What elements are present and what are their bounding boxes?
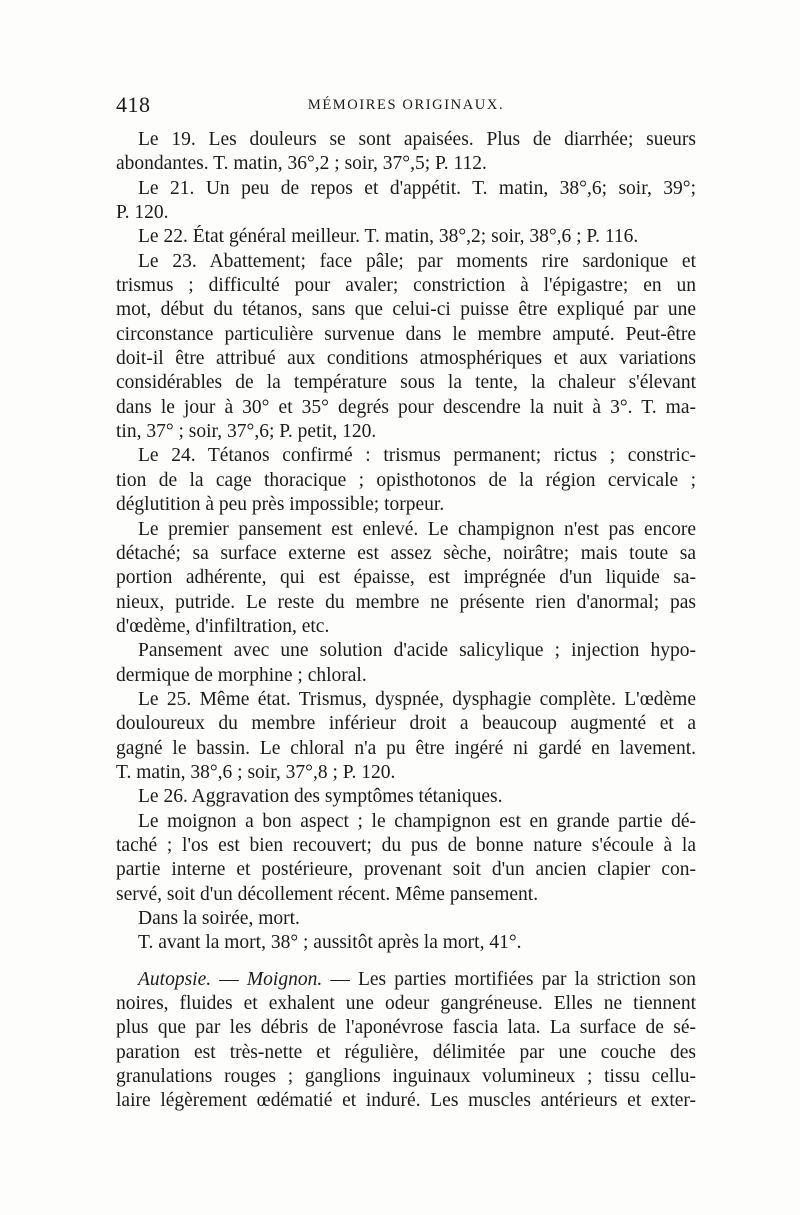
dash: — [330, 968, 350, 990]
dash: — [219, 968, 239, 990]
text-line: tion de la cage thoracique ; opisthotonos de la région cervicale ; [116, 469, 696, 491]
page-number: 418 [116, 92, 151, 117]
stump-label: Moignon. [246, 968, 323, 990]
text-line: mot, début du tétanos, sans que celui-ci puisse être expliqué par une [116, 299, 696, 321]
text-line: Le 19. Les douleurs se sont apaisées. Plus de diarrhée; sueurs [138, 129, 696, 150]
text-line: laire légèrement œdématié et induré. Les muscles antérieurs et exter- [116, 1090, 696, 1112]
text-line: Le 23. Abattement; face pâle; par moments rire sardonique et [138, 250, 696, 272]
text-line: considérables de la température sous la tente, la chaleur s'élevant [116, 372, 696, 394]
text-line: dermique de morphine ; chloral. [116, 664, 367, 686]
autopsy-first-line [116, 968, 696, 992]
text-line: Le 26. Aggravation des symptômes tétaniques. [138, 786, 503, 808]
text-line: nieux, putride. Le reste du membre ne présente rien d'anormal; pas [116, 591, 696, 613]
text-line: Le 25. Même état. Trismus, dyspnée, dysphagie complète. L'œdème [138, 688, 696, 710]
text-line: T. matin, 38°,6 ; soir, 37°,8 ; P. 120. [116, 761, 396, 783]
text-line: granulations rouges ; ganglions inguinaux volumineux ; tissu cellu- [116, 1066, 696, 1088]
running-title: MÉMOIRES ORIGINAUX. [307, 97, 505, 113]
text-line: servé, soit d'un décollement récent. Même pansement. [116, 883, 539, 905]
text-line: T. avant la mort, 38° ; aussitôt après la mort, 41°. [138, 932, 522, 954]
text-line: Le 24. Tétanos confirmé : trismus permanent; rictus ; constric- [138, 445, 696, 467]
text-line: dans le jour à 30° et 35° degrés pour descendre la nuit à 3°. T. ma- [116, 396, 696, 418]
text-line: paration est très-nette et régulière, délimitée par une couche des [116, 1041, 696, 1063]
text-line: Pansement avec une solution d'acide salicylique ; injection hypo- [138, 640, 696, 662]
text-line: plus que par les débris de l'aponévrose fascia lata. La surface de sé- [116, 1017, 696, 1039]
text-line: noires, fluides et exhalent une odeur gangréneuse. Elles ne tiennent [116, 993, 696, 1015]
page-header [116, 92, 696, 126]
text-line: doit-il être attribué aux conditions atmosphériques et aux variations [116, 348, 696, 370]
autopsy-text: Les parties mortifiées par la striction son [357, 968, 696, 990]
text-line: portion adhérente, qui est épaisse, est imprégnée d'un liquide sa- [116, 567, 696, 589]
body-text [116, 128, 696, 1114]
text-line: circonstance particulière survenue dans le membre amputé. Peut-être [116, 323, 696, 345]
text-line: abondantes. T. matin, 36°,2 ; soir, 37°,5; P. 112. [116, 153, 487, 175]
text-line: Le premier pansement est enlevé. Le champignon n'est pas encore [138, 518, 696, 540]
text-line: P. 120. [116, 202, 169, 224]
text-line: Le 22. État général meilleur. T. matin, 38°,2; soir, 38°,6 ; P. 116. [138, 226, 639, 248]
text-line: gagné le bassin. Le chloral n'a pu être ingéré ni gardé en lavement. [116, 737, 696, 759]
text-line: déglutition à peu près impossible; torpeur. [116, 494, 445, 516]
text-line: trismus ; difficulté pour avaler; constriction à l'épigastre; en un [116, 275, 696, 297]
text-line: d'œdème, d'infiltration, etc. [116, 615, 330, 637]
text-line: détaché; sa surface externe est assez sèche, noirâtre; mais toute sa [116, 542, 696, 564]
text-line: douloureux du membre inférieur droit a beaucoup augmenté et a [116, 713, 696, 735]
text-line: taché ; l'os est bien recouvert; du pus de bonne nature s'écoule à la [116, 834, 696, 856]
text-line: tin, 37° ; soir, 37°,6; P. petit, 120. [116, 421, 377, 443]
paragraph-gap [116, 956, 696, 968]
text-line: Dans la soirée, mort. [138, 908, 300, 929]
autopsy-label: Autopsie. [138, 968, 212, 990]
text-line: Le 21. Un peu de repos et d'appétit. T. matin, 38°,6; soir, 39°; [138, 177, 696, 199]
text-line: Le moignon a bon aspect ; le champignon est en grande partie dé- [138, 810, 696, 832]
text-line: partie interne et postérieure, provenant soit d'un ancien clapier con- [116, 859, 696, 881]
